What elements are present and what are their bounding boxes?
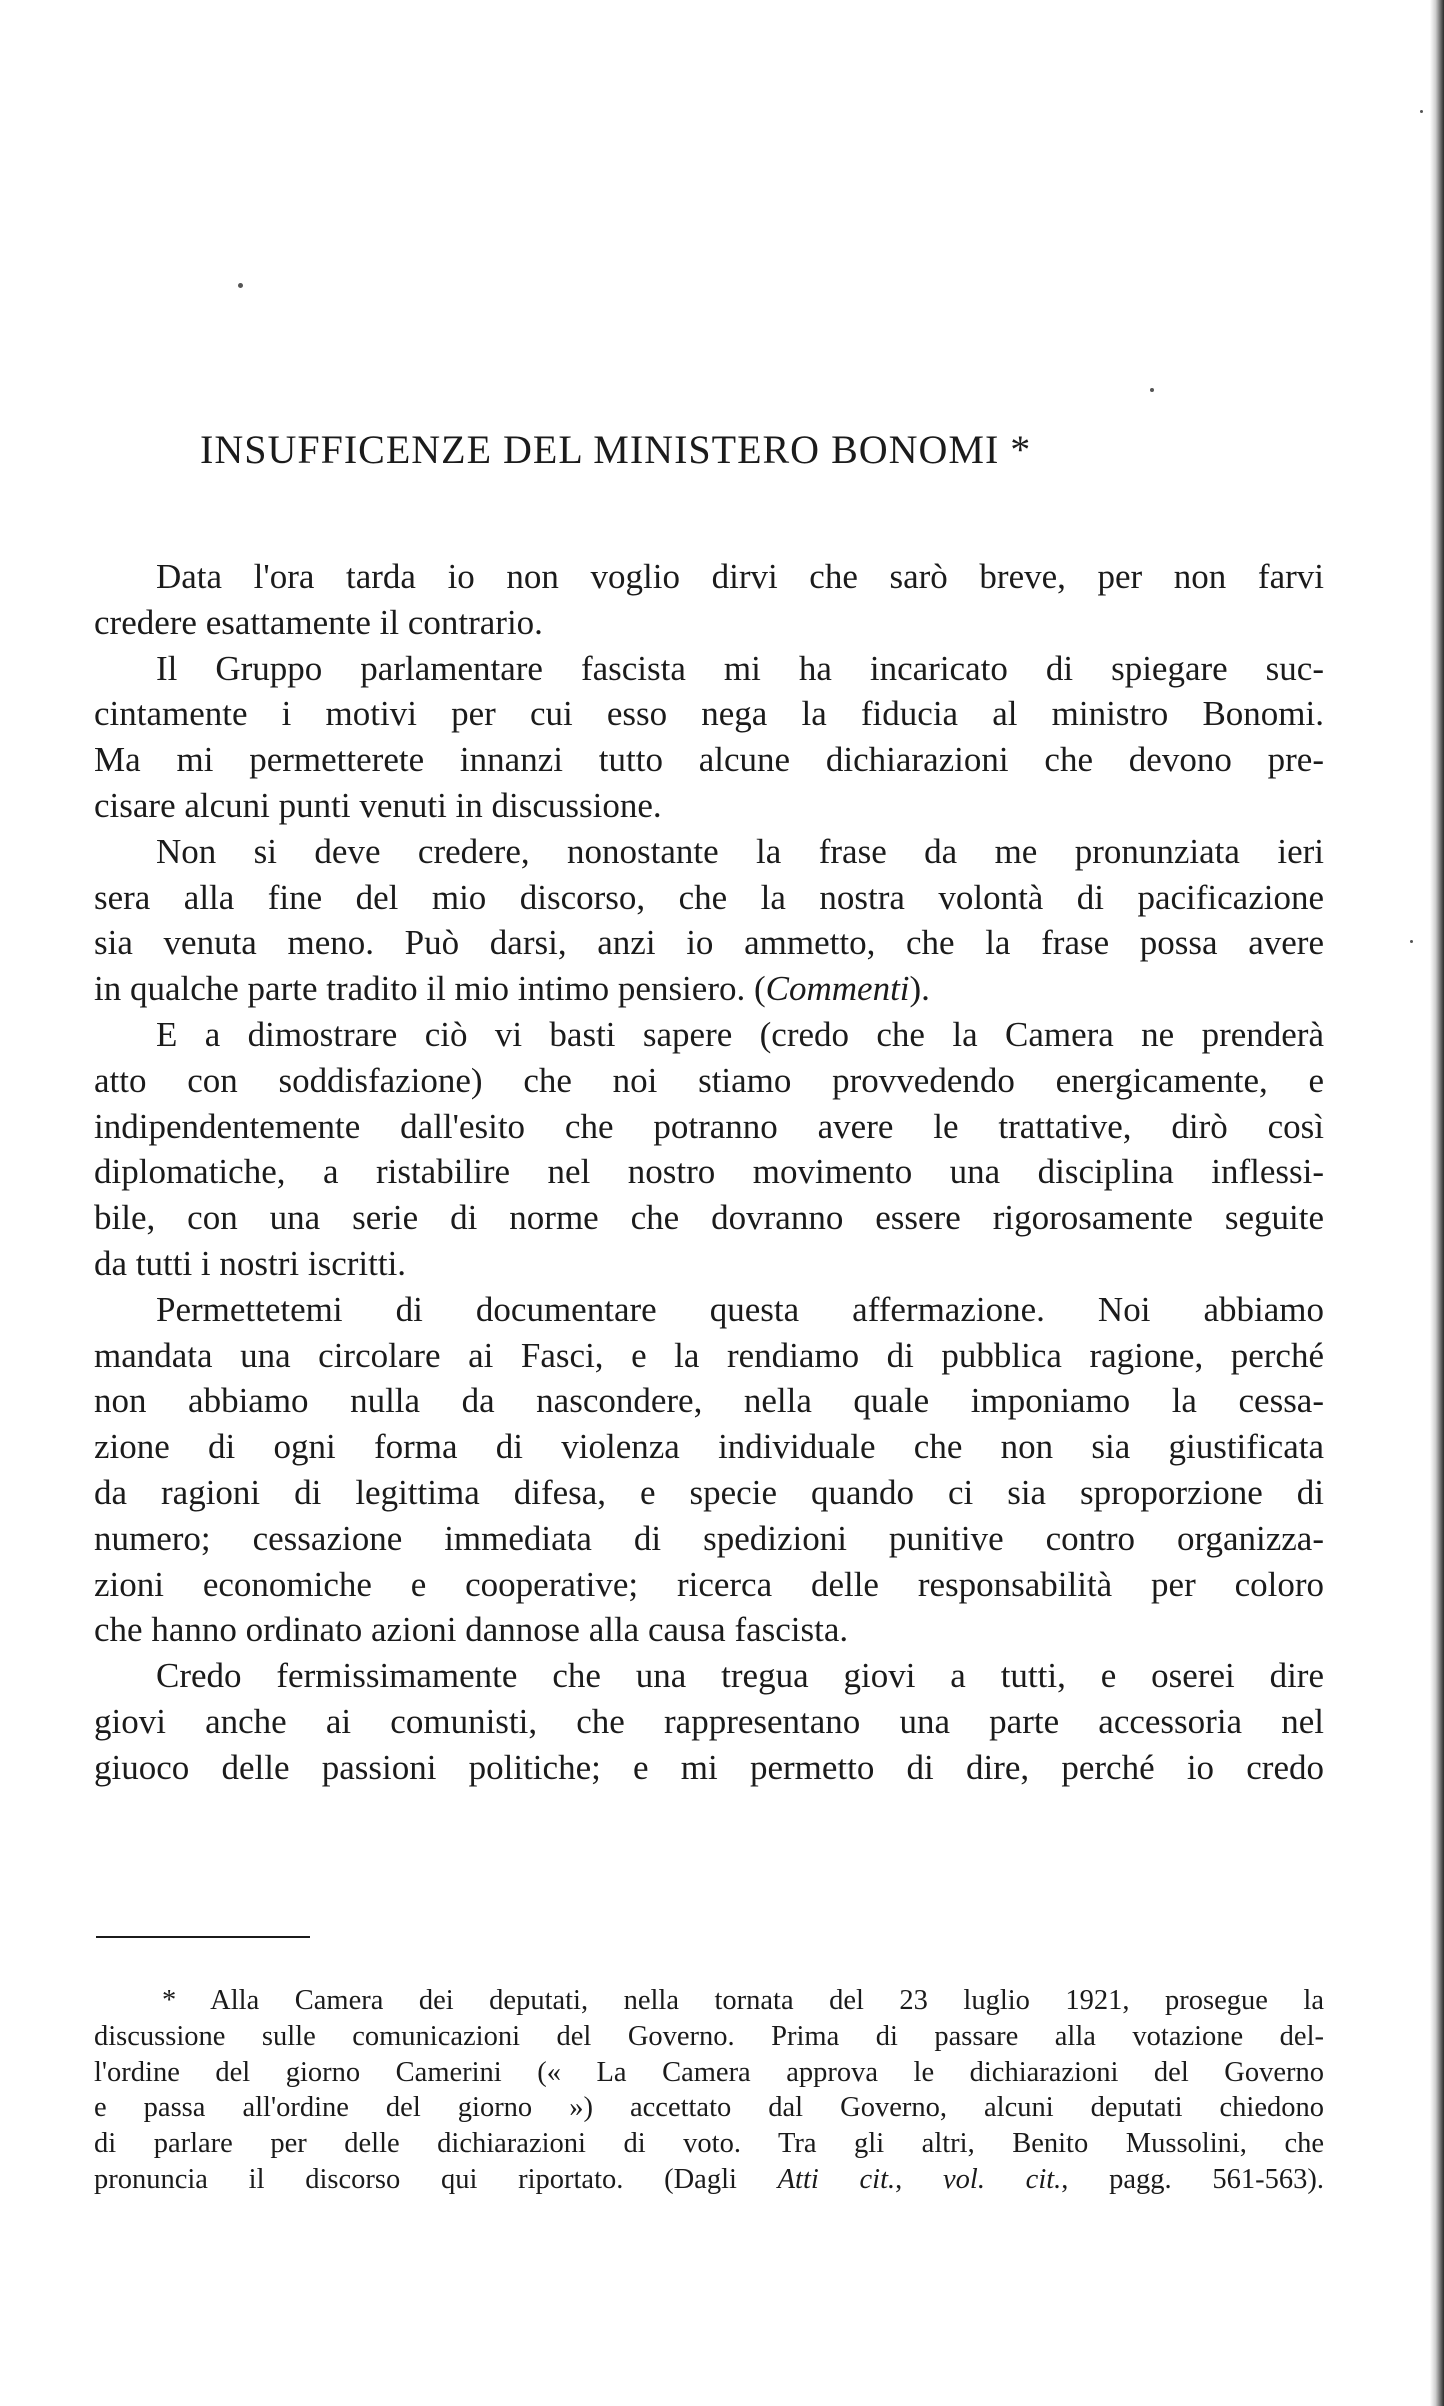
body-line: cisare alcuni punti venuti in discussione. bbox=[94, 785, 662, 825]
chapter-title: INSUFFICENZE DEL MINISTERO BONOMI * bbox=[200, 427, 1032, 472]
footnote-line: * Alla Camera dei deputati, nella tornata del 23 luglio 1921, prosegue la bbox=[162, 1985, 1324, 2016]
footnote-separator bbox=[96, 1936, 310, 1938]
body-line: da tutti i nostri iscritti. bbox=[94, 1243, 407, 1283]
body-line: in qualche parte tradito il mio intimo pensiero. (Commenti). bbox=[94, 969, 930, 1009]
body-line: credere esattamente il contrario. bbox=[94, 602, 543, 642]
footnote-line: e passa all'ordine del giorno ») accettato dal Governo, alcuni deputati chiedono bbox=[94, 2092, 1324, 2124]
body-line: diplomatiche, a ristabilire nel nostro movimento una disciplina inflessi- bbox=[94, 1152, 1324, 1192]
page-edge-shadow bbox=[1430, 0, 1444, 2406]
body-text bbox=[94, 554, 1324, 1791]
body-line: Data l'ora tarda io non voglio dirvi che sarò breve, per non farvi bbox=[156, 557, 1324, 596]
body-line: cintamente i motivi per cui esso nega la fiducia al ministro Bonomi. bbox=[94, 694, 1324, 734]
footnote-line: di parlare per delle dichiarazioni di voto. Tra gli altri, Benito Mussolini, che bbox=[94, 2128, 1324, 2160]
print-speck bbox=[1150, 388, 1154, 392]
footnote-line: l'ordine del giorno Camerini (« La Camera approva le dichiarazioni del Governo bbox=[94, 2056, 1324, 2088]
body-line: atto con soddisfazione) che noi stiamo provvedendo energicamente, e bbox=[94, 1060, 1324, 1100]
print-speck bbox=[238, 283, 243, 288]
body-line: Permettetemi di documentare questa affermazione. Noi abbiamo bbox=[156, 1289, 1324, 1329]
body-line: E a dimostrare ciò vi basti sapere (credo che la Camera ne prenderà bbox=[156, 1014, 1324, 1054]
body-line: giuoco delle passioni politiche; e mi permetto di dire, perché io credo bbox=[94, 1747, 1324, 1787]
body-line: zione di ogni forma di violenza individuale che non sia giustificata bbox=[94, 1427, 1324, 1467]
body-line: sera alla fine del mio discorso, che la nostra volontà di pacificazione bbox=[94, 877, 1324, 917]
footnote-line: discussione sulle comunicazioni del Governo. Prima di passare alla votazione del- bbox=[94, 2020, 1324, 2052]
body-line: Non si deve credere, nonostante la frase da me pronunziata ieri bbox=[156, 831, 1324, 871]
print-speck bbox=[1420, 110, 1423, 113]
footnote-line: pronuncia il discorso qui riportato. (Dagli Atti cit., vol. cit., pagg. 561-563). bbox=[94, 2163, 1325, 2195]
body-line: Ma mi permetterete innanzi tutto alcune dichiarazioni che devono pre- bbox=[94, 740, 1324, 780]
body-line: indipendentemente dall'esito che potranno avere le trattative, dirò così bbox=[94, 1106, 1324, 1146]
body-line: Il Gruppo parlamentare fascista mi ha incaricato di spiegare suc- bbox=[156, 648, 1324, 688]
body-line: bile, con una serie di norme che dovranno essere rigorosamente seguite bbox=[94, 1198, 1324, 1238]
body-line: sia venuta meno. Può darsi, anzi io ammetto, che la frase possa avere bbox=[94, 923, 1324, 963]
body-line: numero; cessazione immediata di spedizioni punitive contro organizza- bbox=[94, 1518, 1324, 1558]
body-line: non abbiamo nulla da nascondere, nella quale imponiamo la cessa- bbox=[94, 1381, 1324, 1421]
body-line: Credo fermissimamente che una tregua giovi a tutti, e oserei dire bbox=[156, 1656, 1324, 1696]
footnote bbox=[94, 1983, 1324, 2198]
body-line: da ragioni di legittima difesa, e specie quando ci sia sproporzione di bbox=[94, 1472, 1324, 1512]
body-line: zioni economiche e cooperative; ricerca delle responsabilità per coloro bbox=[94, 1564, 1324, 1604]
body-line: mandata una circolare ai Fasci, e la rendiamo di pubblica ragione, perché bbox=[94, 1335, 1324, 1375]
print-speck bbox=[1410, 940, 1413, 943]
body-line: che hanno ordinato azioni dannose alla causa fascista. bbox=[94, 1610, 849, 1650]
body-line: giovi anche ai comunisti, che rappresentano una parte accessoria nel bbox=[94, 1701, 1324, 1741]
